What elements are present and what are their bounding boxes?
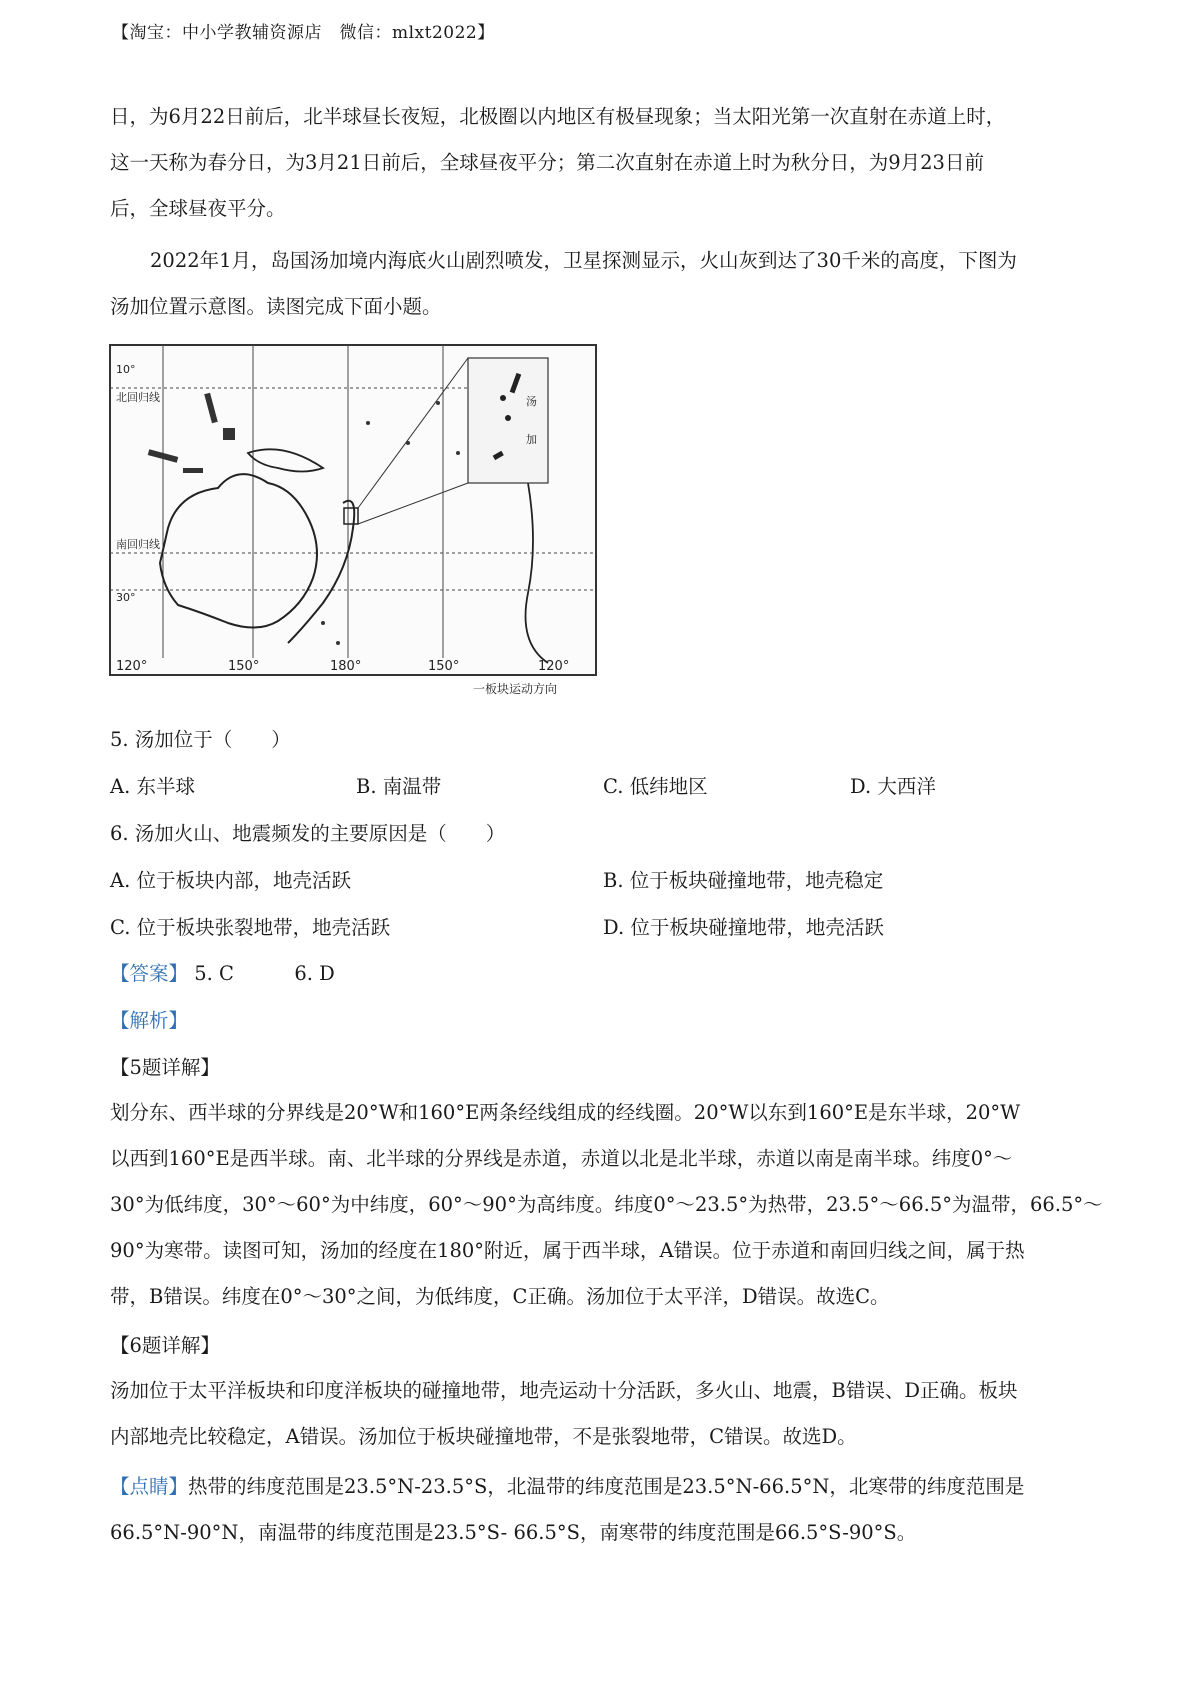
answer-line [110,958,335,986]
q6-option-c: C. 位于板块张裂地带，地壳活跃 [110,916,391,939]
map-lat-bottom-label: 30° [116,591,136,604]
q5-option-c: C. 低纬地区 [603,775,708,798]
map-legend: 一板块运动方向 [473,682,558,696]
detail-5-line: 30°为低纬度，30°～60°为中纬度，60°～90°为高纬度。纬度0°～23.5°为热带，23.5°～66.5°为温带，66.5°～ [110,1193,1103,1216]
detail-5-title: 【5题详解】 [110,1056,220,1079]
detail-6-line: 汤加位于太平洋板块和印度洋板块的碰撞地带，地壳运动十分活跃，多火山、地震，B错误、D正确。板块 [110,1379,1018,1402]
map-tropic-capricorn-label: 南回归线 [116,538,160,551]
tip-line-1: 热带的纬度范围是23.5°N-23.5°S，北温带的纬度范围是23.5°N-66.5°N，北寒带的纬度范围是 [188,1475,1025,1498]
map-inset-label-1: 汤 [526,395,537,408]
q5-option-b: B. 南温带 [356,775,442,798]
detail-5-body [110,1090,1103,1320]
tonga-location-map [108,343,598,698]
q6-stem: 6. 汤加火山、地震频发的主要原因是（ ） [110,822,506,845]
map-lon-label: 120° [116,659,148,674]
q6-option-d: D. 位于板块碰撞地带，地壳活跃 [603,916,884,939]
map-tropic-cancer-label: 北回归线 [116,391,160,404]
q5-option-d: D. 大西洋 [850,775,936,798]
intro-line: 后，全球昼夜平分。 [110,197,286,220]
tip-paragraph [110,1464,1095,1556]
question-5 [110,724,1095,818]
map-lon-label: 120° [538,659,570,674]
question-stem [110,238,1095,330]
q5-stem: 5. 汤加位于（ ） [110,728,291,751]
detail-6-title: 【6题详解】 [110,1334,220,1357]
tip-line-2: 66.5°N-90°N，南温带的纬度范围是23.5°S- 66.5°S，南寒带的纬度范围是66.5°S-90°S。 [110,1521,917,1544]
detail-5-line: 90°为寒带。读图可知，汤加的经度在180°附近，属于西半球，A错误。位于赤道和南回归线之间，属于热 [110,1239,1025,1262]
map-lon-label: 180° [330,659,362,674]
intro-line: 这一天称为春分日，为3月21日前后，全球昼夜平分；第二次直射在赤道上时为秋分日，为9月23日前 [110,151,984,174]
detail-5-line: 以西到160°E是西半球。南、北半球的分界线是赤道，赤道以北是北半球，赤道以南是南半球。纬度0°～ [110,1147,1013,1170]
intro-line: 日，为6月22日前后，北半球昼长夜短，北极圈以内地区有极昼现象；当太阳光第一次直射在赤道上时， [110,105,1006,128]
header-watermark: 【淘宝：中小学教辅资源店 微信：mlxt2022】 [112,23,495,43]
q6-option-b: B. 位于板块碰撞地带，地壳稳定 [603,869,884,892]
stem-line: 汤加位置示意图。读图完成下面小题。 [110,295,442,318]
q5-option-a: A. 东半球 [110,775,195,798]
tip-label: 【点睛】 [110,1475,189,1498]
map-lat-top-label: 10° [116,363,136,376]
question-6 [110,818,1095,959]
q6-option-a: A. 位于板块内部，地壳活跃 [110,869,351,892]
intro-paragraph [110,94,1095,232]
stem-line: 2022年1月，岛国汤加境内海底火山剧烈喷发，卫星探测显示，火山灰到达了30千米的高度，下图为 [150,249,1017,272]
detail-6-line: 内部地壳比较稳定，A错误。汤加位于板块碰撞地带，不是张裂地带，C错误。故选D。 [110,1425,857,1448]
detail-5-line: 带，B错误。纬度在0°～30°之间，为低纬度，C正确。汤加位于太平洋，D错误。故选C。 [110,1285,890,1308]
analysis-label: 【解析】 [110,1009,189,1032]
detail-5-line: 划分东、西半球的分界线是20°W和160°E两条经线组成的经线圈。20°W以东到160°E是东半球，20°W [110,1101,1021,1124]
answer-5: 5. C [194,962,234,985]
map-lon-label: 150° [228,659,260,674]
map-lon-label: 150° [428,659,460,674]
answer-6: 6. D [294,962,335,985]
detail-6-body [110,1368,1095,1460]
map-inset-label-2: 加 [526,433,537,446]
answer-label: 【答案】 [110,962,189,985]
